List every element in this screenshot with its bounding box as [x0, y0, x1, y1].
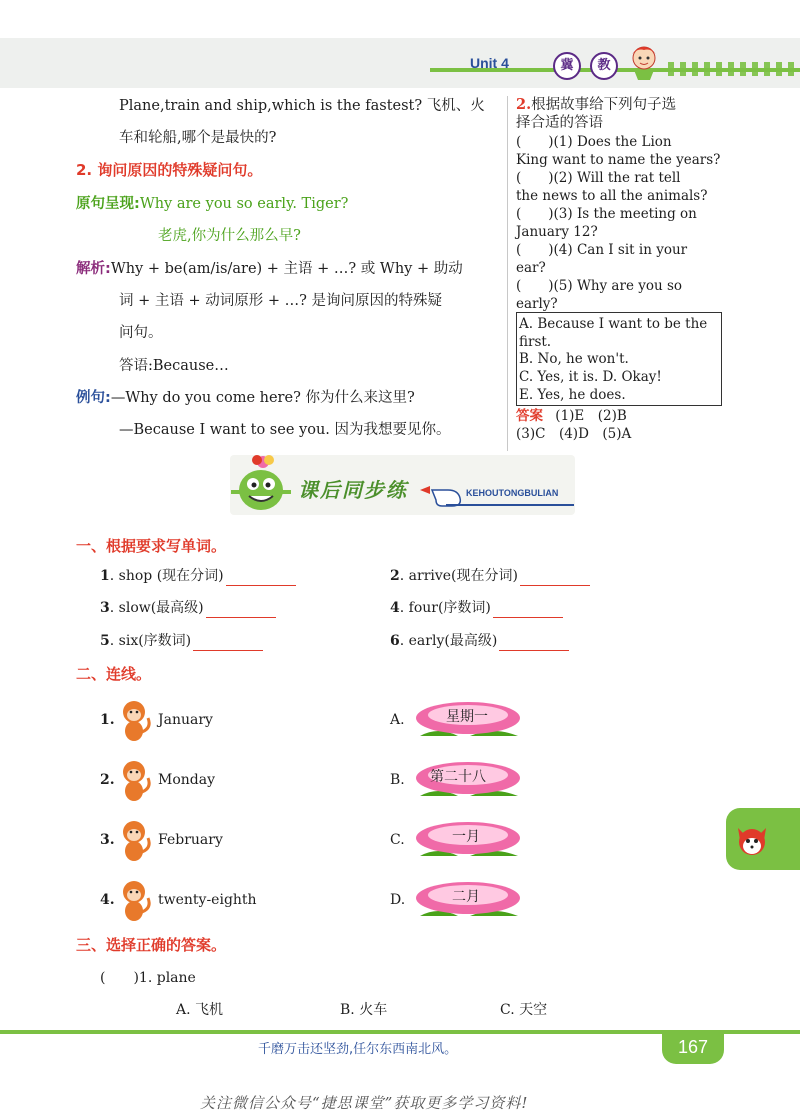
jiao-badge: 教	[590, 52, 618, 80]
match-right-b[interactable]	[390, 758, 540, 802]
banner-underline	[446, 504, 574, 506]
fill-item-2-text: . arrive(现在分词)	[399, 568, 518, 584]
fill-item-1-blank[interactable]	[226, 571, 296, 586]
answer-label: 答案	[516, 408, 543, 424]
right-line-1: King want to name the years?	[516, 152, 721, 168]
answer-text-2: (3)C (4)D (5)A	[516, 426, 632, 442]
right-line-6: ( )(4) Can I sit in your	[516, 242, 688, 258]
match-right-a-letter: A.	[390, 712, 405, 728]
girl-mascot-icon	[616, 40, 672, 80]
match-left-4-word: twenty-eighth	[158, 892, 257, 908]
banner-pinyin: KEHOUTONGBULIAN	[466, 488, 559, 498]
liju-line-1: —Why do you come here? 你为什么来这里?	[110, 390, 415, 406]
left-line-1: Plane,train and ship,which is the fastest? 飞机、火	[119, 98, 485, 114]
option-line-4: E. Yes, he does.	[519, 387, 626, 403]
match-left-2-word: Monday	[158, 772, 215, 788]
match-right-b-label: 第二十八	[430, 769, 486, 785]
fill-item-4-blank[interactable]	[493, 603, 563, 618]
match-left-1-num: 1.	[100, 712, 115, 728]
fill-item-2	[390, 566, 590, 586]
column-divider	[507, 96, 508, 451]
right-line-4: ( )(3) Is the meeting on	[516, 206, 697, 222]
fill-item-2-num: 2	[390, 568, 400, 584]
fill-item-4-num: 4	[390, 600, 400, 616]
match-left-3-num: 3.	[100, 832, 115, 848]
option-line-3: C. Yes, it is. D. Okay!	[519, 369, 662, 385]
right-title-num: 2.	[516, 96, 532, 113]
fill-item-5-num: 5	[100, 633, 110, 649]
option-line-1: first.	[519, 334, 552, 350]
right-title-text-1: 根据故事给下列句子选	[531, 97, 677, 113]
yuanju-text: Why are you so early. Tiger?	[139, 196, 349, 212]
match-right-d-letter: D.	[390, 892, 406, 908]
fill-item-5-text: . six(序数词)	[109, 633, 192, 649]
choice-option-b[interactable]: B. 火车	[340, 1002, 388, 1018]
fill-item-3-text: . slow(最高级)	[109, 600, 204, 616]
green-monster-icon	[225, 452, 295, 518]
fill-item-5	[100, 631, 263, 651]
left-line-2: 车和轮船,哪个是最快的?	[119, 130, 277, 146]
option-line-2: B. No, he won't.	[519, 351, 629, 367]
option-line-0: A. Because I want to be the	[519, 316, 708, 332]
monkey-icon	[116, 758, 154, 802]
liju-row	[76, 388, 415, 408]
match-left-2-num: 2.	[100, 772, 115, 788]
fill-item-5-blank[interactable]	[193, 636, 263, 651]
monkey-icon	[116, 818, 154, 862]
right-title-1	[516, 96, 676, 114]
fill-item-1	[100, 566, 296, 586]
fill-item-4-text: . four(序数词)	[399, 600, 491, 616]
choice-option-a[interactable]: A. 飞机	[176, 1002, 224, 1018]
yuanju-row	[76, 194, 348, 214]
match-right-c-label: 一月	[452, 829, 480, 845]
match-left-3-word: February	[158, 832, 223, 848]
header-checker-pattern	[668, 62, 800, 76]
jiexi-line-1: Why + be(am/is/are) + 主语 + …? 或 Why + 助动	[110, 261, 463, 277]
right-line-7: ear?	[516, 260, 546, 276]
right-line-5: January 12?	[516, 224, 598, 240]
right-line-9: early?	[516, 296, 558, 312]
match-left-4-num: 4.	[100, 892, 115, 908]
fill-item-2-blank[interactable]	[520, 571, 590, 586]
match-right-d-label: 二月	[452, 889, 480, 905]
answer-text-1: (1)E (2)B	[555, 408, 627, 424]
section-2-title: 二、连线。	[76, 665, 152, 683]
fill-item-3	[100, 598, 276, 618]
dayu-line: 答语:Because…	[119, 358, 229, 374]
right-line-3: the news to all the animals?	[516, 188, 708, 204]
match-right-a[interactable]	[390, 698, 540, 742]
match-right-b-letter: B.	[390, 772, 405, 788]
fill-item-6-text: . early(最高级)	[399, 633, 498, 649]
fill-item-4	[390, 598, 563, 618]
fill-item-6	[390, 631, 569, 651]
jiexi-row	[76, 259, 463, 279]
banner-title: 课后同步练	[298, 478, 408, 502]
fill-item-6-blank[interactable]	[499, 636, 569, 651]
heading-2: 2. 询问原因的特殊疑问句。	[76, 161, 263, 179]
section-3-title: 三、选择正确的答案。	[76, 936, 227, 954]
footer-motto: 千磨万击还坚劲,任尔东西南北风。	[258, 1042, 458, 1057]
right-title-2: 择合适的答语	[516, 115, 603, 131]
fox-mascot-icon	[734, 822, 770, 858]
liju-line-2: —Because I want to see you. 因为我想要见你。	[119, 422, 451, 438]
right-line-0: ( )(1) Does the Lion	[516, 134, 672, 150]
fill-item-1-num: 1	[100, 568, 110, 584]
monkey-icon	[116, 878, 154, 922]
right-line-2: ( )(2) Will the rat tell	[516, 170, 681, 186]
watermark-text: 关注微信公众号“捷思课堂”获取更多学习资料!	[200, 1094, 529, 1112]
fill-item-6-num: 6	[390, 633, 400, 649]
fill-item-1-text: . shop (现在分词)	[109, 568, 224, 584]
match-right-c[interactable]	[390, 818, 540, 862]
monkey-icon	[116, 698, 154, 742]
jiexi-line-3: 问句。	[119, 325, 163, 341]
jiexi-label: 解析:	[76, 261, 111, 277]
jiexi-line-2: 词 + 主语 + 动词原形 + …? 是询问原因的特殊疑	[119, 293, 442, 309]
yuanju-label: 原句呈现:	[76, 196, 140, 212]
match-left-1-word: January	[158, 712, 213, 728]
fill-item-3-blank[interactable]	[206, 603, 276, 618]
yuanju-cn: 老虎,你为什么那么早?	[158, 228, 301, 244]
section-1-title: 一、根据要求写单词。	[76, 537, 227, 555]
fill-item-3-num: 3	[100, 600, 110, 616]
right-line-8: ( )(5) Why are you so	[516, 278, 683, 294]
match-right-d[interactable]	[390, 878, 540, 922]
unit-label: Unit 4	[470, 55, 509, 71]
ji-badge: 冀	[553, 52, 581, 80]
choice-question-1[interactable]: ( )1. plane	[100, 970, 196, 986]
page-number: 167	[662, 1030, 724, 1064]
match-right-c-letter: C.	[390, 832, 405, 848]
choice-option-c[interactable]: C. 天空	[500, 1002, 548, 1018]
liju-label: 例句:	[76, 390, 111, 406]
match-right-a-label: 星期一	[446, 709, 488, 725]
answer-row-1	[516, 407, 627, 425]
